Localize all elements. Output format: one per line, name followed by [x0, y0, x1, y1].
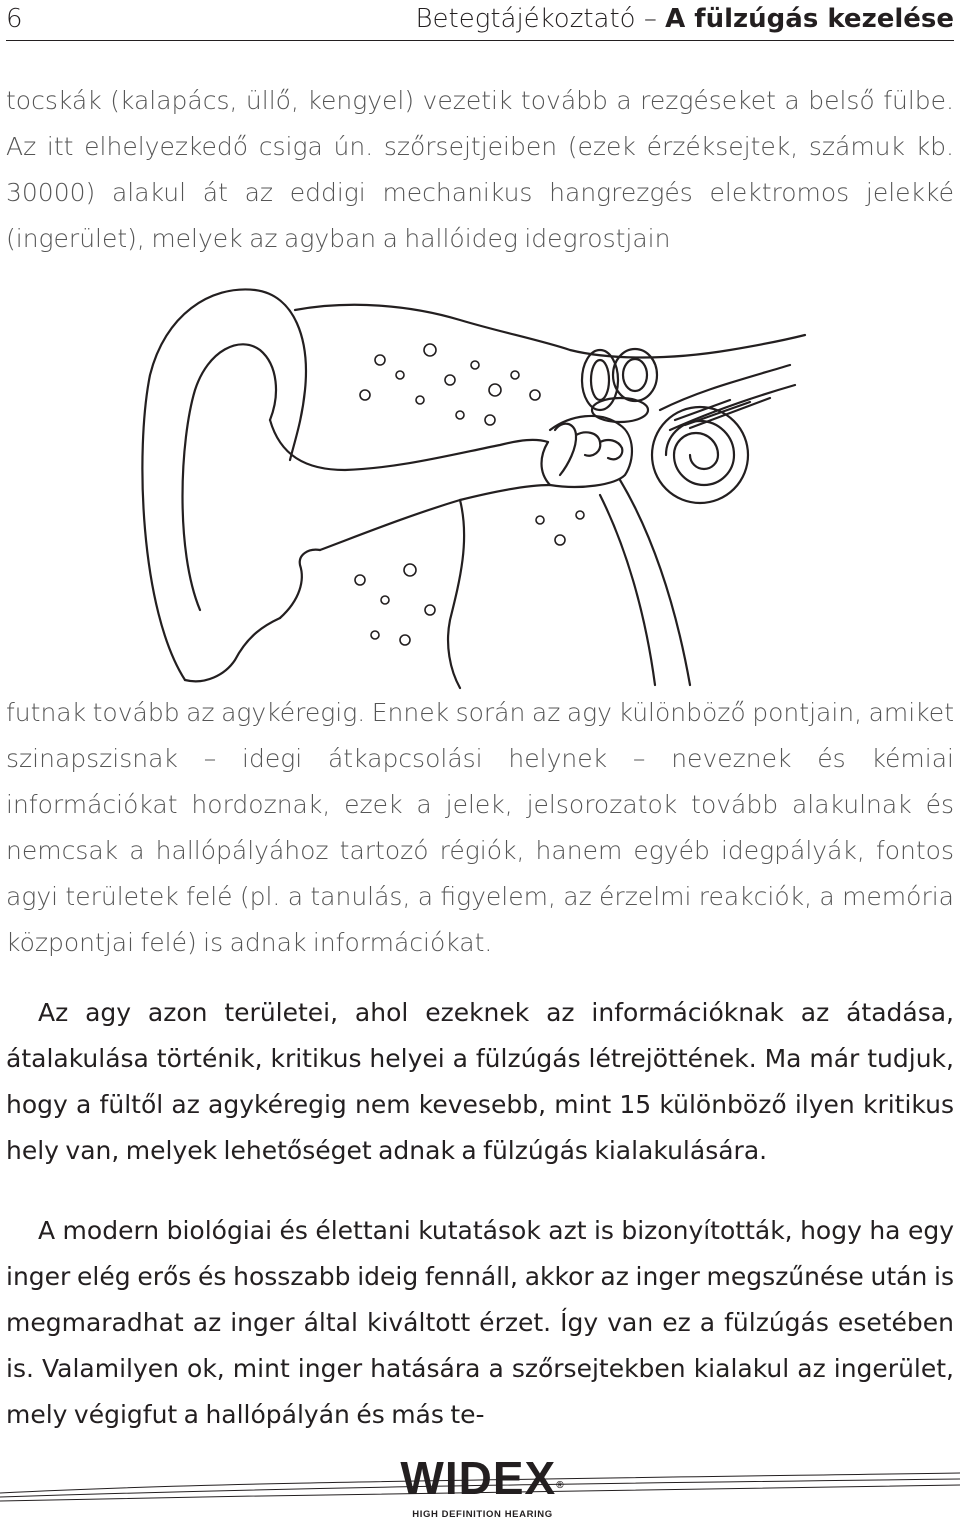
ossicle-stirrup [600, 440, 622, 459]
page-header [6, 0, 954, 42]
skull-outline-top [295, 305, 805, 358]
ossicle-hammer [555, 424, 576, 475]
paragraph-critical-sites: Az agy azon területei, ahol ezeknek az információknak az átadása, átalakulása történik, kritikus helyei a fülzúgás létrejöttének. Ma már tudjuk, hogy a fültől az agykéregig nem kevesebb, mint 15 különböző ilyen kritikus hely van, melyek lehetőséget adnak a fülzúgás kialakulására. [6, 998, 954, 1165]
widex-logo [395, 1453, 570, 1527]
paragraph-pathway: futnak tovább az agykéregig. Ennek során az agy különböző pontjain, amiket szinapszisnak – idegi átkapcsolási helynek – neveznek és kémiai információkat hordoznak, ezek a jelek, jelsorozatok tovább alakulnak és nemcsak a hallópályához tartozó régiók, hanem egyéb idegpályák, fontos agyi területek felé (pl. a tanulás, a figyelem, az érzelmi reakciók, a memória központjai felé) is adnak információkat. [6, 698, 954, 957]
ear-anatomy-illustration [130, 280, 810, 690]
logo-tagline: HIGH DEFINITION HEARING [412, 1509, 553, 1520]
ossicle-anvil [576, 432, 600, 455]
bone-texture [355, 344, 584, 645]
pinna-outline [142, 289, 306, 680]
ear-canal-top [270, 420, 548, 470]
page-number: 6 [6, 4, 23, 34]
pinna-helix-inner [183, 344, 276, 610]
ear-canal-bottom [320, 485, 550, 550]
skull-outline-bottom [448, 500, 464, 688]
auditory-nerve-top [660, 365, 790, 410]
semicircular-canal-1-inner [591, 360, 609, 400]
ear-lobe [185, 618, 280, 681]
ear-drum [542, 442, 551, 485]
paragraph-intro: tocskák (kalapács, üllő, kengyel) vezetik tovább a rezgéseket a belső fülbe. Az itt elhelyezkedő csiga ún. szőrsejtjeiben (ezek érzéksejtek, számuk kb. 30000) alakul át az eddigi mechanikus hangrezgés elektromos jelekké (ingerület), melyek az agyban a hallóideg idegrostjain [6, 86, 954, 253]
paragraph-research: A modern biológiai és élettani kutatások azt is bizonyították, hogy ha egy inger elég erős és hosszabb ideig fennáll, akkor az inger megszűnése után is megmaradhat az inger által kiváltott érzet. Így van ez a fülzúgás esetében is. Valamilyen ok, mint inger hatására a szőrsejtekben kialakul az ingerület, mely végigfut a hallópályán és más te- [6, 1216, 954, 1429]
eustachian-tube-top [620, 480, 690, 685]
header-rule [6, 40, 954, 41]
logo-swoosh-lines [0, 1463, 960, 1503]
logo-word: WIDEX [400, 1452, 557, 1504]
running-title-prefix: Betegtájékoztató – [415, 4, 666, 34]
logo-registered-mark: ® [556, 1480, 565, 1491]
cochlea [652, 407, 748, 503]
eustachian-tube-bottom [600, 495, 655, 685]
middle-ear-cavity [550, 416, 632, 487]
running-title-main: A fülzúgás kezelése [665, 4, 954, 34]
semicircular-canal-2-inner [623, 359, 647, 391]
running-title [416, 4, 955, 34]
tragus [280, 550, 320, 618]
